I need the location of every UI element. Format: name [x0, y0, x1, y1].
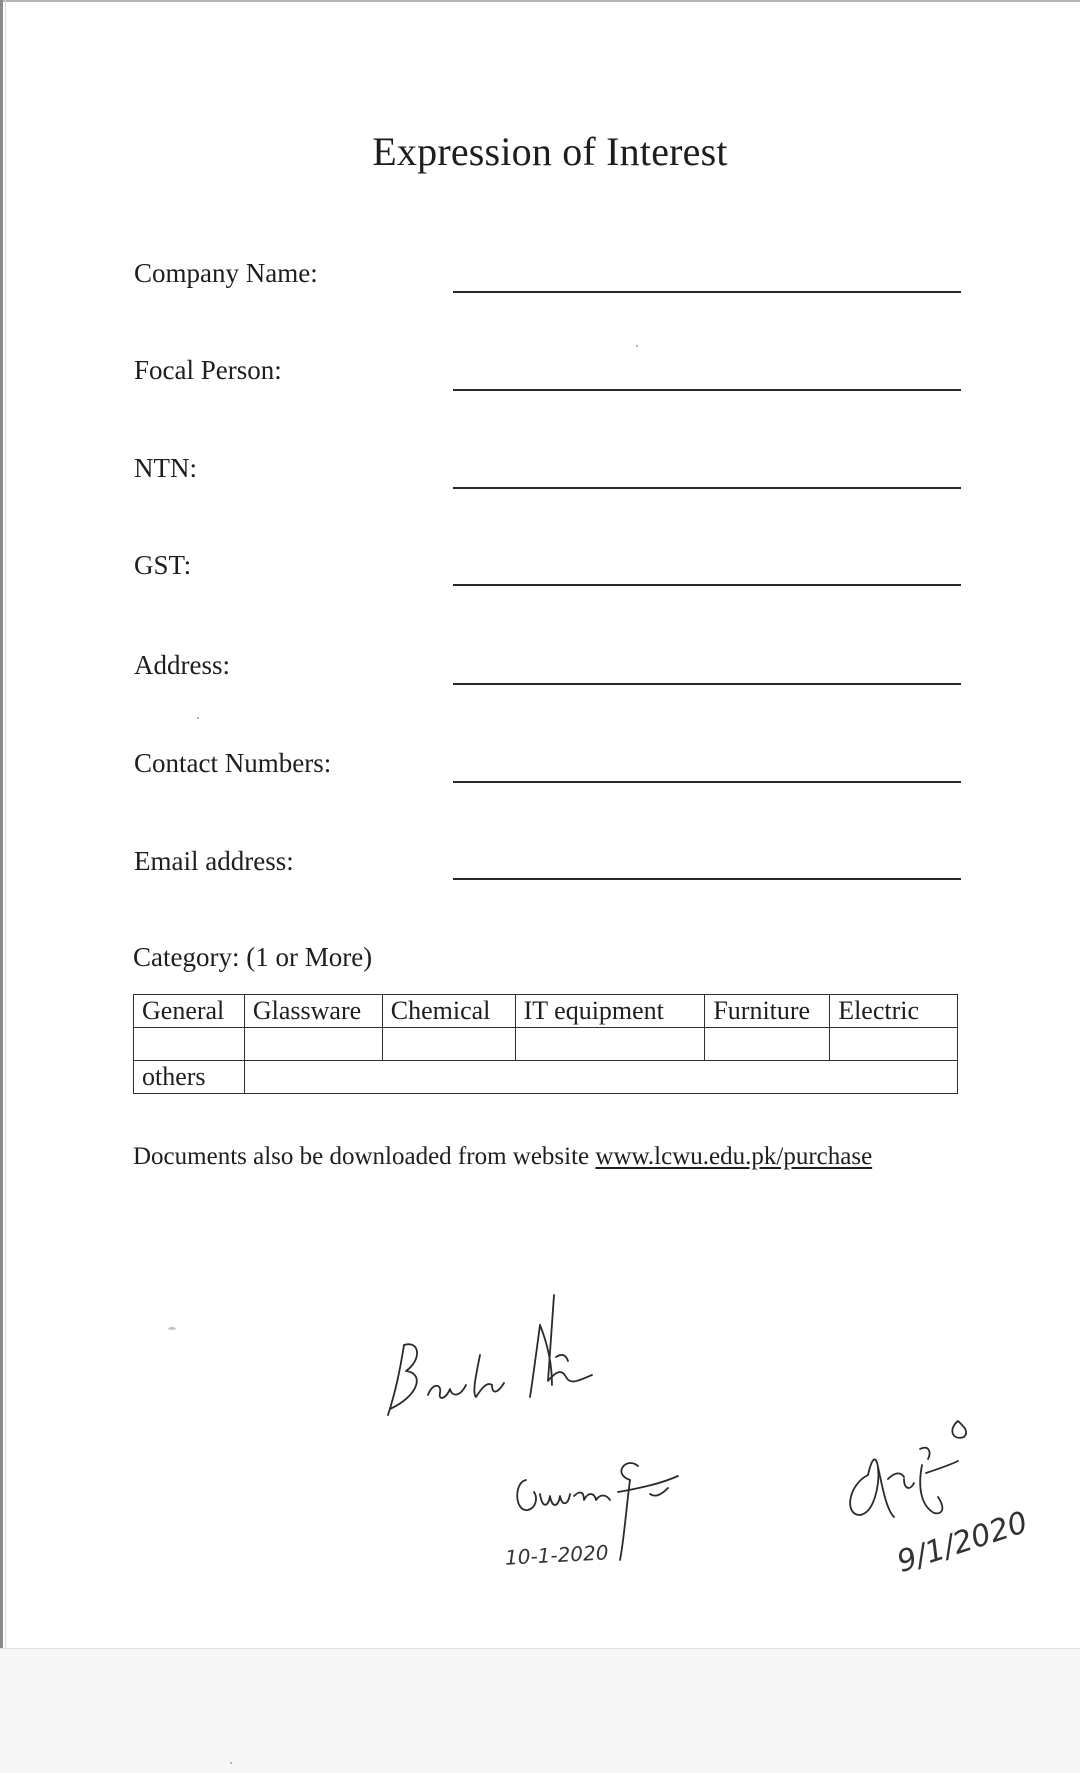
category-header-row [134, 995, 958, 1028]
scan-speck [230, 1762, 232, 1764]
company-name-label: Company Name: [134, 258, 318, 288]
category-others-label: others [134, 1061, 245, 1094]
category-header-chemical: Chemical [382, 995, 515, 1028]
address-field[interactable] [453, 683, 961, 685]
page-title: Expression of Interest [372, 129, 728, 174]
category-header-furniture: Furniture [705, 995, 830, 1028]
ntn-label: NTN: [134, 453, 197, 483]
focal-person-field[interactable] [453, 389, 961, 391]
scan-left-edge [0, 0, 3, 1773]
gst-label: GST: [134, 550, 192, 580]
scan-speck [168, 1327, 176, 1330]
scan-speck [197, 717, 199, 719]
category-cell-general[interactable] [134, 1028, 245, 1061]
email-address-field[interactable] [453, 878, 961, 880]
ntn-field[interactable] [453, 487, 961, 489]
category-header-glassware: Glassware [244, 995, 382, 1028]
category-cell-it-equipment[interactable] [515, 1028, 705, 1061]
category-table [133, 994, 958, 1094]
scan-footer-area [0, 1648, 1080, 1773]
scan-speck [636, 345, 638, 347]
email-address-label: Email address: [134, 846, 294, 876]
documents-note [133, 1143, 872, 1171]
gst-field[interactable] [453, 584, 961, 586]
category-others-row [134, 1061, 958, 1094]
signature-1 [380, 1285, 610, 1425]
category-cell-furniture[interactable] [705, 1028, 830, 1061]
category-header-electric: Electric [830, 995, 958, 1028]
scan-top-edge [0, 0, 1080, 2]
website-link[interactable]: www.lcwu.edu.pk/purchase [595, 1143, 873, 1170]
address-label: Address: [134, 650, 230, 680]
category-header-it-equipment: IT equipment [515, 995, 705, 1028]
category-checkbox-row [134, 1028, 958, 1061]
signature-3-date: 9/1/2020 [892, 1505, 1032, 1580]
scan-footer-divider [0, 1648, 1080, 1649]
contact-numbers-field[interactable] [453, 781, 961, 783]
category-label: Category: (1 or More) [133, 942, 373, 972]
company-name-field[interactable] [453, 291, 961, 293]
category-cell-chemical[interactable] [382, 1028, 515, 1061]
scan-left-edge-shadow [5, 0, 6, 1773]
documents-note-text: Documents also be downloaded from website [133, 1143, 596, 1170]
category-cell-glassware[interactable] [244, 1028, 382, 1061]
contact-numbers-label: Contact Numbers: [134, 748, 332, 778]
category-header-general: General [134, 995, 245, 1028]
focal-person-label: Focal Person: [134, 355, 282, 385]
signature-2-date: 10-1-2020 [504, 1540, 610, 1570]
category-others-field[interactable] [244, 1061, 957, 1094]
category-cell-electric[interactable] [830, 1028, 958, 1061]
